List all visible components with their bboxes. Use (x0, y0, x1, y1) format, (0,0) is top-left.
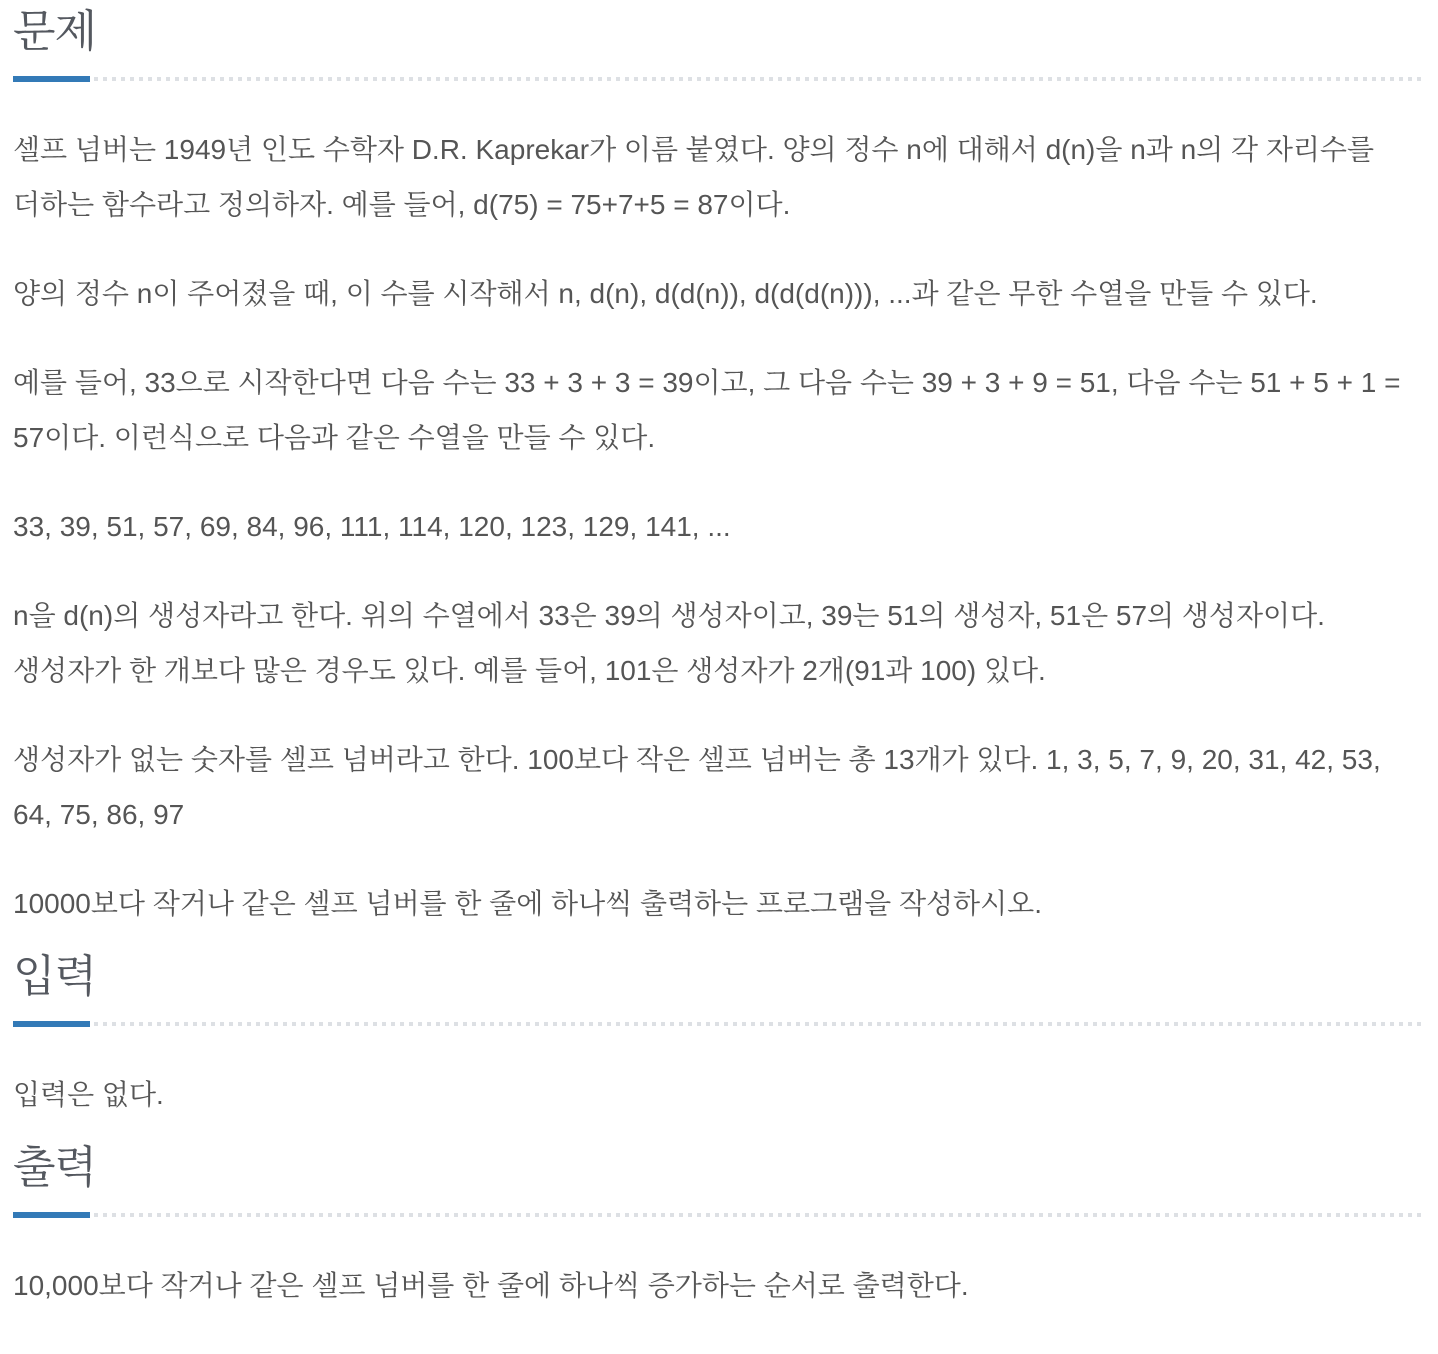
section-problem (13, 8, 1425, 931)
section-input (13, 953, 1425, 1122)
section-output-title: 출력 (13, 1143, 97, 1192)
divider-dotted-line (13, 1022, 1425, 1026)
section-problem-title: 문제 (13, 7, 97, 56)
paragraph: 10000보다 작거나 같은 셀프 넘버를 한 줄에 하나씩 출력하는 프로그램을 작성하시오. (13, 888, 1042, 919)
divider-accent-bar (13, 1021, 90, 1027)
paragraph: 양의 정수 n이 주어졌을 때, 이 수를 시작해서 n, d(n), d(d(n)), d(d(d(n))), ...과 같은 무한 수열을 만들 수 있다. (13, 278, 1318, 309)
section-output-body (13, 1258, 1425, 1313)
divider-accent-bar (13, 76, 90, 82)
paragraph: 셀프 넘버는 1949년 인도 수학자 D.R. Kaprekar가 이름 붙였다. 양의 정수 n에 대해서 d(n)을 n과 n의 각 자리수를 더하는 함수라고 정의하자. 예를 들어, d(75) = 75+7+5 = 87이다. (13, 134, 1375, 220)
section-input-body (13, 1067, 1425, 1122)
paragraph: 예를 들어, 33으로 시작한다면 다음 수는 33 + 3 + 3 = 39이고, 그 다음 수는 39 + 3 + 9 = 51, 다음 수는 51 + 5 + 1 = 57이다. 이런식으로 다음과 같은 수열을 만들 수 있다. (13, 367, 1401, 453)
section-problem-body (13, 122, 1425, 931)
section-output (13, 1144, 1425, 1313)
section-divider (13, 1212, 1425, 1218)
paragraph: 10,000보다 작거나 같은 셀프 넘버를 한 줄에 하나씩 증가하는 순서로 출력한다. (13, 1270, 969, 1301)
section-divider (13, 1021, 1425, 1027)
divider-dotted-line (13, 1213, 1425, 1217)
divider-accent-bar (13, 1212, 90, 1218)
paragraph: n을 d(n)의 생성자라고 한다. 위의 수열에서 33은 39의 생성자이고, 39는 51의 생성자, 51은 57의 생성자이다. 생성자가 한 개보다 많은 경우도 있다. 예를 들어, 101은 생성자가 2개(91과 100) 있다. (13, 600, 1325, 686)
section-divider (13, 76, 1425, 82)
paragraph: 생성자가 없는 숫자를 셀프 넘버라고 한다. 100보다 작은 셀프 넘버는 총 13개가 있다. 1, 3, 5, 7, 9, 20, 31, 42, 53, 64, 75, 86, 97 (13, 744, 1381, 830)
sequence-example: 33, 39, 51, 57, 69, 84, 96, 111, 114, 120, 123, 129, 141, ... (13, 511, 731, 542)
paragraph: 입력은 없다. (13, 1079, 164, 1110)
divider-dotted-line (13, 77, 1425, 81)
section-input-title: 입력 (13, 952, 97, 1001)
